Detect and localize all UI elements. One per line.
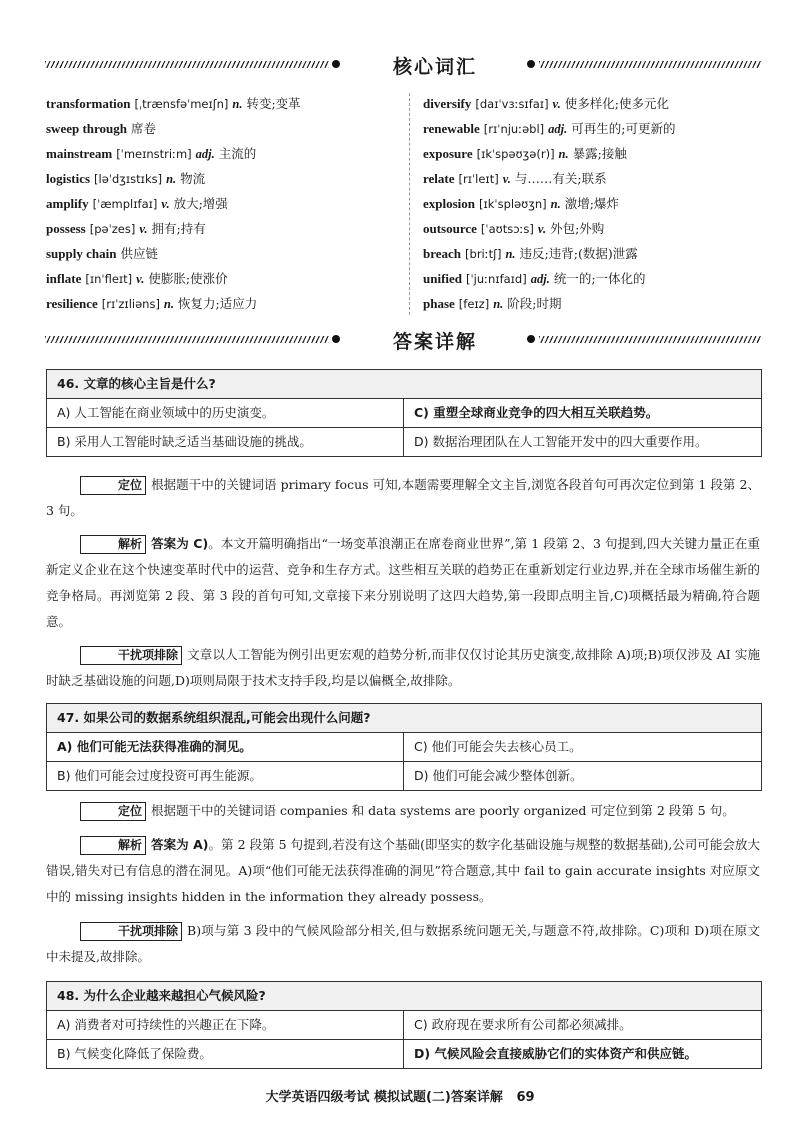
vocab-phonetic: [briːtʃ] bbox=[465, 247, 502, 261]
q47-distractor bbox=[46, 918, 760, 970]
vocab-phonetic: [feɪz] bbox=[458, 297, 490, 311]
locate-tag: 定位 bbox=[80, 802, 146, 821]
q46-locate bbox=[46, 472, 760, 524]
option-a: A) 消费者对可持续性的兴趣正在下降。 bbox=[57, 1017, 275, 1032]
page-footer bbox=[0, 1086, 800, 1105]
question-48-table bbox=[46, 981, 762, 1069]
vocab-definition: 外包;外购 bbox=[550, 221, 605, 236]
options-row bbox=[47, 1039, 761, 1068]
header-dot-right bbox=[527, 335, 535, 343]
header-dot-right bbox=[527, 60, 535, 68]
vocab-word: renewable bbox=[423, 121, 480, 136]
option-d: D) 数据治理团队在人工智能开发中的四大重要作用。 bbox=[403, 428, 761, 456]
vocab-definition: 阶段;时期 bbox=[507, 296, 562, 311]
vocab-entry bbox=[46, 118, 401, 143]
vocab-definition: 统一的;一体化的 bbox=[553, 271, 646, 286]
vocab-phonetic: [ˈæmplɪfaɪ] bbox=[92, 197, 158, 211]
page-number: 69 bbox=[516, 1090, 535, 1105]
vocab-definition: 转变;变革 bbox=[246, 96, 301, 111]
q47-analysis bbox=[46, 832, 760, 910]
option-d: D) 他们可能会减少整体创新。 bbox=[403, 762, 761, 790]
vocab-phonetic: [daɪˈvɜːsɪfaɪ] bbox=[475, 97, 549, 111]
option-c: C) 政府现在要求所有公司都必须减排。 bbox=[403, 1011, 761, 1039]
distractor-tag: 干扰项排除 bbox=[80, 646, 182, 665]
option-c: C) 重塑全球商业竞争的四大相互关联趋势。 bbox=[403, 399, 761, 427]
vocab-word: breach bbox=[423, 246, 462, 261]
options-row bbox=[47, 733, 761, 761]
vocab-definition: 激增;爆炸 bbox=[564, 196, 619, 211]
option-a: A) 他们可能无法获得准确的洞见。 bbox=[57, 739, 252, 754]
vocab-phonetic: [ˈjuːnɪfaɪd] bbox=[466, 272, 527, 286]
vocab-phonetic: [pəˈzes] bbox=[89, 222, 136, 236]
vocab-word: unified bbox=[423, 271, 463, 286]
vocab-entry bbox=[423, 268, 758, 293]
answer-text: 答案为 A) bbox=[151, 837, 209, 852]
vocab-word: relate bbox=[423, 171, 455, 186]
vocab-definition: 使多样化;使多元化 bbox=[564, 96, 669, 111]
vocab-entry bbox=[46, 168, 401, 193]
vocab-definition: 可再生的;可更新的 bbox=[571, 121, 676, 136]
vocab-entry bbox=[46, 218, 401, 243]
option-b: B) 采用人工智能时缺乏适当基础设施的挑战。 bbox=[57, 434, 312, 449]
vocab-entry bbox=[423, 168, 758, 193]
vocab-entry bbox=[423, 93, 758, 118]
vocab-pos: v. bbox=[139, 222, 148, 236]
vocab-entry bbox=[46, 193, 401, 218]
vocab-word: mainstream bbox=[46, 146, 113, 161]
answers-section-header bbox=[45, 327, 761, 355]
vocab-pos: adj. bbox=[548, 122, 568, 136]
vocab-entry bbox=[423, 218, 758, 243]
vocab-section-title: 核心词汇 bbox=[392, 56, 477, 78]
vocab-pos: v. bbox=[136, 272, 145, 286]
answer-text: 答案为 C) bbox=[151, 536, 209, 551]
vocab-definition: 拥有;持有 bbox=[151, 221, 206, 236]
vocab-entry bbox=[423, 118, 758, 143]
q46-analysis bbox=[46, 531, 760, 635]
vocab-pos: v. bbox=[552, 97, 561, 111]
vocab-definition: 供应链 bbox=[120, 246, 158, 261]
analysis-tag: 解析 bbox=[80, 535, 146, 554]
vocab-pos: n. bbox=[493, 297, 504, 311]
analysis-text: 。第 2 段第 5 句提到,若没有这个基础(即坚实的数字化基础设施与规整的数据基础),公司可能会放大错误,错失对已有信息的潜在洞见。A)项“他们可能无法获得准确的洞见”符合题意,其中 fail to gain accurate insights 对应原文中的 missing insights hidden in the information they already possess。 bbox=[46, 837, 760, 904]
vocab-phonetic: [ləˈdʒɪstɪks] bbox=[94, 172, 163, 186]
analysis-text: 。本文开篇明确指出“一场变革浪潮正在席卷商业世界”,第 1 段第 2、3 句提到,四大关键力量正在重新定义企业在这个快速变革时代中的运营、竞争和生存方式。这些相互关联的趋势正在重新划定行业边界,并在全球市场催生新的竞争格局。再浏览第 2 段、第 3 段的首句可知,文章接下来分别说明了这四大趋势,第一段即点明主旨,C)项概括最为精确,符合题意。 bbox=[46, 536, 760, 629]
vocab-entry bbox=[423, 193, 758, 218]
vocab-phonetic: [ˌtrænsfəˈmeɪʃn] bbox=[134, 97, 229, 111]
header-dot-left bbox=[332, 60, 340, 68]
options-row bbox=[47, 1011, 761, 1039]
vocab-phonetic: [ɪkˈspləʊʒn] bbox=[479, 197, 547, 211]
vocab-phonetic: [rɪˈzɪliəns] bbox=[101, 297, 160, 311]
distractor-tag: 干扰项排除 bbox=[80, 922, 182, 941]
locate-text: 根据题干中的关键词语 companies 和 data systems are poorly organized 可定位到第 2 段第 5 句。 bbox=[151, 803, 735, 818]
answers-section-title: 答案详解 bbox=[392, 331, 477, 353]
vocab-entry bbox=[46, 243, 401, 268]
vocab-phonetic: [ˈmeɪnstriːm] bbox=[116, 147, 192, 161]
q46-distractor bbox=[46, 642, 760, 694]
option-b: B) 气候变化降低了保险费。 bbox=[57, 1046, 212, 1061]
vocab-definition: 物流 bbox=[180, 171, 206, 186]
header-hatch-left bbox=[45, 336, 329, 343]
vocab-word: sweep through bbox=[46, 121, 128, 136]
vocab-definition: 主流的 bbox=[218, 146, 257, 161]
vocab-pos: adj. bbox=[530, 272, 550, 286]
analysis-tag: 解析 bbox=[80, 836, 146, 855]
vocab-phonetic: [rɪˈleɪt] bbox=[458, 172, 499, 186]
footer-title: 大学英语四级考试 模拟试题(二)答案详解 bbox=[265, 1090, 503, 1105]
vocab-pos: v. bbox=[537, 222, 547, 236]
vocab-column-right bbox=[423, 93, 758, 318]
distractor-text: 文章以人工智能为例引出更宏观的趋势分析,而非仅仅讨论其历史演变,故排除 A)项;B)项仅涉及 AI 实施时缺乏基础设施的问题,D)项则局限于技术支持手段,均是以偏概全,故排除。 bbox=[46, 647, 760, 688]
vocab-word: amplify bbox=[46, 196, 89, 211]
header-hatch-left bbox=[45, 61, 329, 68]
question-46-table bbox=[46, 369, 762, 457]
vocab-pos: n. bbox=[558, 147, 569, 161]
vocab-entry bbox=[46, 93, 401, 118]
option-b: B) 他们可能会过度投资可再生能源。 bbox=[57, 768, 262, 783]
vocab-entry bbox=[46, 268, 401, 293]
vocab-word: explosion bbox=[423, 196, 476, 211]
vocab-phonetic: [ɪkˈspəʊʒə(r)] bbox=[476, 147, 555, 161]
distractor-text: B)项与第 3 段中的气候风险部分相关,但与数据系统问题无关,与题意不符,故排除。C)项和 D)项在原文中未提及,故排除。 bbox=[46, 923, 760, 964]
vocab-entry bbox=[423, 293, 758, 318]
vocab-definition: 违反;违背;(数据)泄露 bbox=[519, 246, 638, 261]
question-text: 46. 文章的核心主旨是什么? bbox=[47, 370, 761, 399]
vocab-word: possess bbox=[46, 221, 86, 236]
vocab-definition: 恢复力;适应力 bbox=[177, 296, 258, 311]
vocab-column-left bbox=[46, 93, 401, 318]
option-a: A) 人工智能在商业领域中的历史演变。 bbox=[57, 405, 275, 420]
vocab-definition: 与……有关;联系 bbox=[514, 171, 607, 186]
vocab-word: supply chain bbox=[46, 246, 117, 261]
vocab-entry bbox=[46, 293, 401, 318]
vocab-entry bbox=[46, 143, 401, 168]
vocab-definition: 使膨胀;使涨价 bbox=[148, 271, 228, 286]
vocab-pos: n. bbox=[232, 97, 243, 111]
vocab-entry bbox=[423, 243, 758, 268]
vocab-pos: v. bbox=[161, 197, 170, 211]
header-hatch-right bbox=[539, 336, 761, 343]
vocab-pos: v. bbox=[502, 172, 511, 186]
vocab-word: transformation bbox=[46, 96, 131, 111]
vocab-definition: 席卷 bbox=[131, 121, 157, 136]
vocab-pos: n. bbox=[166, 172, 177, 186]
vocab-pos: adj. bbox=[195, 147, 215, 161]
vocab-word: logistics bbox=[46, 171, 91, 186]
locate-tag: 定位 bbox=[80, 476, 146, 495]
q47-locate bbox=[46, 798, 760, 824]
vocab-word: inflate bbox=[46, 271, 82, 286]
header-dot-left bbox=[332, 335, 340, 343]
vocab-word: resilience bbox=[46, 296, 98, 311]
options-row bbox=[47, 427, 761, 456]
option-c: C) 他们可能会失去核心员工。 bbox=[403, 733, 761, 761]
vocab-phonetic: [rɪˈnjuːəbl] bbox=[483, 122, 545, 136]
vocab-word: outsource bbox=[423, 221, 477, 236]
vocab-phonetic: [ɪnˈfleɪt] bbox=[85, 272, 133, 286]
vocab-definition: 暴露;接触 bbox=[572, 146, 627, 161]
question-text: 48. 为什么企业越来越担心气候风险? bbox=[47, 982, 761, 1011]
question-text: 47. 如果公司的数据系统组织混乱,可能会出现什么问题? bbox=[47, 704, 761, 733]
vocab-pos: n. bbox=[550, 197, 561, 211]
vocab-word: diversify bbox=[423, 96, 472, 111]
option-d: D) 气候风险会直接威胁它们的实体资产和供应链。 bbox=[403, 1040, 761, 1068]
options-row bbox=[47, 399, 761, 427]
vocab-word: exposure bbox=[423, 146, 473, 161]
vocab-section-header bbox=[45, 52, 761, 80]
vocab-pos: n. bbox=[505, 247, 516, 261]
header-hatch-right bbox=[539, 61, 761, 68]
vocab-word: phase bbox=[423, 296, 455, 311]
question-47-table bbox=[46, 703, 762, 791]
locate-text: 根据题干中的关键词语 primary focus 可知,本题需要理解全文主旨,浏览各段首句可再次定位到第 1 段第 2、3 句。 bbox=[46, 477, 760, 518]
vocab-divider bbox=[409, 93, 410, 315]
vocab-phonetic: [ˈaʊtsɔːs] bbox=[480, 222, 534, 236]
vocab-pos: n. bbox=[163, 297, 174, 311]
vocab-definition: 放大;增强 bbox=[173, 196, 228, 211]
vocab-entry bbox=[423, 143, 758, 168]
vocab-list bbox=[46, 93, 758, 317]
options-row bbox=[47, 761, 761, 790]
